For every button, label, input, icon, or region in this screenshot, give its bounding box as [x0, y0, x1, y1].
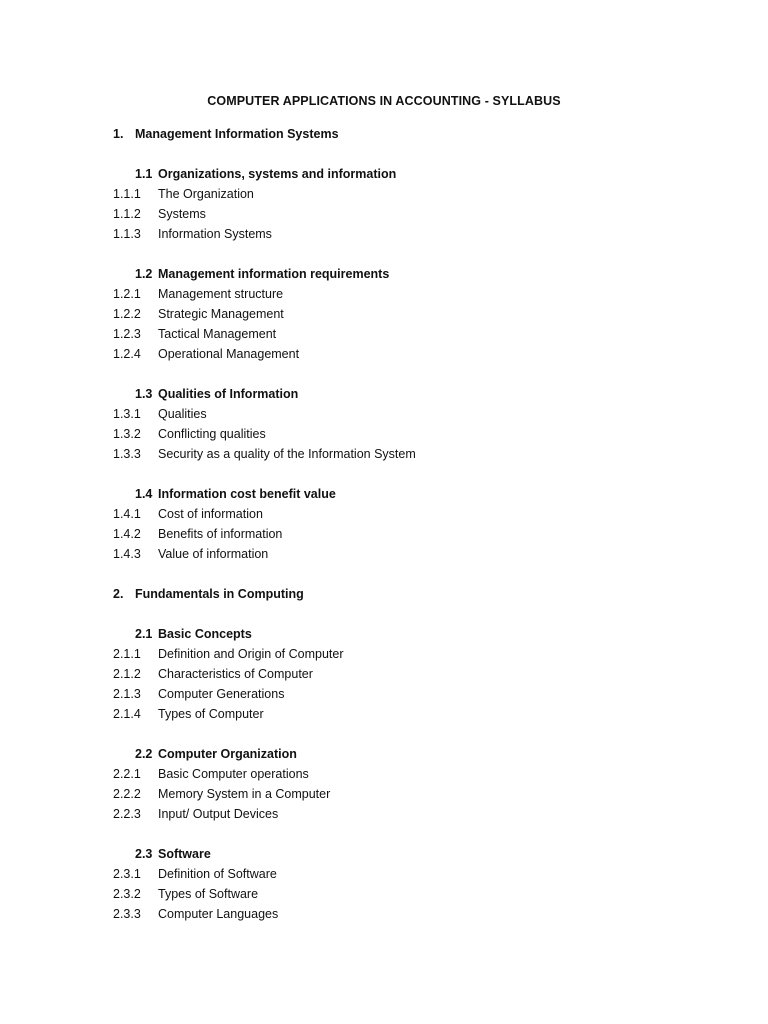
subsection-item [113, 704, 713, 724]
subsection-item [113, 884, 713, 904]
section-title: Software [158, 847, 211, 861]
subsection-number: 2.1.4 [113, 707, 141, 721]
subsection-item [113, 284, 713, 304]
subsection-number: 2.3.3 [113, 907, 141, 921]
section-heading [113, 624, 713, 644]
subsection-item [113, 304, 713, 324]
subsection-title: Definition and Origin of Computer [158, 647, 344, 661]
subsection-item [113, 804, 713, 824]
subsection-number: 1.3.2 [113, 427, 141, 441]
subsection-item [113, 424, 713, 444]
subsection-item [113, 524, 713, 544]
section-number: 2.3 [135, 847, 153, 861]
subsection-item [113, 344, 713, 364]
section-title: Computer Organization [158, 747, 297, 761]
subsection-item [113, 544, 713, 564]
subsection-title: Value of information [158, 547, 269, 561]
subsection-item [113, 664, 713, 684]
subsection-title: Computer Languages [158, 907, 279, 921]
subsection-number: 2.2.1 [113, 767, 141, 781]
syllabus-outline [113, 124, 713, 924]
subsection-number: 2.3.1 [113, 867, 141, 881]
chapter-title: Management Information Systems [135, 127, 339, 141]
section-title: Information cost benefit value [158, 487, 336, 501]
subsection-title: Tactical Management [158, 327, 277, 341]
subsection-item [113, 324, 713, 344]
subsection-number: 1.1.3 [113, 227, 141, 241]
document-title: COMPUTER APPLICATIONS IN ACCOUNTING - SYLLABUS [207, 94, 561, 108]
subsection-number: 2.2.2 [113, 787, 141, 801]
subsection-item [113, 784, 713, 804]
subsection-number: 2.2.3 [113, 807, 141, 821]
chapter-heading [113, 584, 713, 604]
section-number: 1.3 [135, 387, 153, 401]
subsection-title: The Organization [158, 187, 254, 201]
subsection-number: 1.1.1 [113, 187, 141, 201]
subsection-number: 1.2.4 [113, 347, 141, 361]
subsection-number: 2.1.3 [113, 687, 141, 701]
subsection-title: Operational Management [158, 347, 300, 361]
subsection-item [113, 904, 713, 924]
subsection-number: 1.2.3 [113, 327, 141, 341]
subsection-number: 1.4.1 [113, 507, 141, 521]
section-number: 1.2 [135, 267, 153, 281]
subsection-item [113, 504, 713, 524]
subsection-title: Characteristics of Computer [158, 667, 313, 681]
subsection-title: Conflicting qualities [158, 427, 266, 441]
subsection-number: 2.1.1 [113, 647, 141, 661]
section-heading [113, 844, 713, 864]
subsection-number: 1.4.2 [113, 527, 141, 541]
chapter-title: Fundamentals in Computing [135, 587, 304, 601]
section-number: 2.1 [135, 627, 153, 641]
subsection-title: Benefits of information [158, 527, 283, 541]
subsection-title: Cost of information [158, 507, 263, 521]
subsection-title: Management structure [158, 287, 284, 301]
subsection-item [113, 184, 713, 204]
subsection-title: Security as a quality of the Information System [158, 447, 416, 461]
section-number: 1.4 [135, 487, 153, 501]
subsection-item [113, 644, 713, 664]
subsection-title: Qualities [158, 407, 207, 421]
subsection-number: 2.3.2 [113, 887, 141, 901]
section-title: Management information requirements [158, 267, 390, 281]
subsection-title: Types of Computer [158, 707, 264, 721]
section-heading [113, 164, 713, 184]
subsection-title: Definition of Software [158, 867, 277, 881]
subsection-number: 1.3.3 [113, 447, 141, 461]
subsection-title: Computer Generations [158, 687, 285, 701]
subsection-item [113, 864, 713, 884]
section-heading [113, 384, 713, 404]
subsection-title: Basic Computer operations [158, 767, 309, 781]
chapter-number: 2. [113, 587, 124, 601]
subsection-item [113, 224, 713, 244]
subsection-title: Strategic Management [158, 307, 284, 321]
section-heading [113, 744, 713, 764]
chapter-number: 1. [113, 127, 124, 141]
section-heading [113, 264, 713, 284]
subsection-number: 1.2.2 [113, 307, 141, 321]
section-title: Organizations, systems and information [158, 167, 397, 181]
section-heading [113, 484, 713, 504]
subsection-item [113, 684, 713, 704]
section-title: Qualities of Information [158, 387, 299, 401]
subsection-item [113, 444, 713, 464]
subsection-title: Systems [158, 207, 206, 221]
section-number: 1.1 [135, 167, 153, 181]
subsection-item [113, 404, 713, 424]
subsection-item [113, 204, 713, 224]
subsection-title: Input/ Output Devices [158, 807, 279, 821]
subsection-number: 1.4.3 [113, 547, 141, 561]
subsection-number: 1.1.2 [113, 207, 141, 221]
subsection-title: Information Systems [158, 227, 272, 241]
chapter-heading [113, 124, 713, 144]
subsection-number: 1.3.1 [113, 407, 141, 421]
subsection-number: 2.1.2 [113, 667, 141, 681]
subsection-item [113, 764, 713, 784]
subsection-title: Types of Software [158, 887, 259, 901]
subsection-number: 1.2.1 [113, 287, 141, 301]
subsection-title: Memory System in a Computer [158, 787, 331, 801]
section-number: 2.2 [135, 747, 153, 761]
section-title: Basic Concepts [158, 627, 252, 641]
